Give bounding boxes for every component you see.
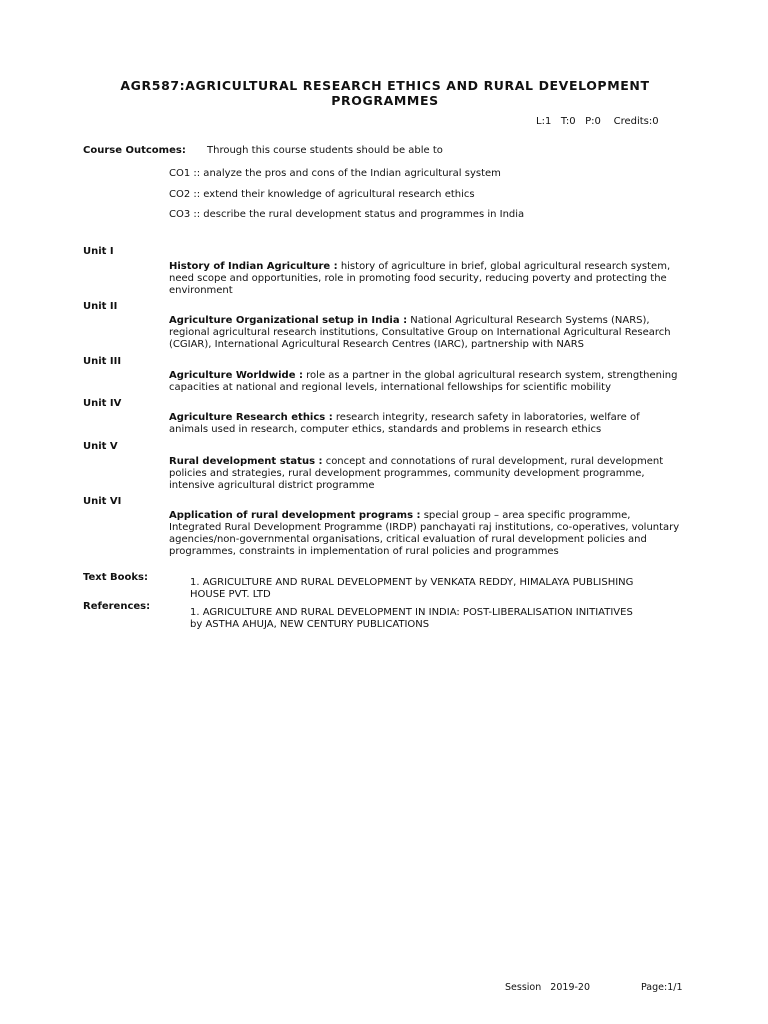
title-line-2: PROGRAMMES [331, 93, 439, 108]
unit-text: history of agriculture in brief, global agricultural research system, [337, 261, 671, 272]
unit-text: National Agricultural Research Systems (NARS), [407, 315, 650, 326]
unit-label: Unit I [83, 246, 114, 257]
unit-description [169, 261, 709, 297]
unit-text: programmes, constraints in implementation of rural policies and programmes [169, 546, 559, 557]
credits-info: L:1 T:0 P:0 Credits:0 [536, 116, 659, 127]
session-label: Session 2019-20 [505, 982, 590, 993]
unit-heading: History of Indian Agriculture : [169, 261, 338, 272]
unit-label: Unit II [83, 301, 118, 312]
unit-label: Unit III [83, 356, 122, 367]
unit-heading: Agriculture Organizational setup in India : [169, 315, 408, 326]
unit-text: role as a partner in the global agricultural research system, strengthening [302, 370, 678, 381]
reference-line: by ASTHA AHUJA, NEW CENTURY PUBLICATIONS [190, 619, 430, 630]
unit-description [169, 510, 709, 558]
reference-entry [190, 607, 710, 631]
unit-text: agencies/non-governmental organisations, critical evaluation of rural development policies and [169, 534, 647, 545]
unit-heading: Agriculture Research ethics : [169, 412, 333, 423]
unit-text: environment [169, 285, 233, 296]
text-book-line: HOUSE PVT. LTD [190, 589, 271, 600]
unit-text: capacities at national and regional levels, international fellowships for scientific mobility [169, 382, 611, 393]
page-title [80, 78, 690, 108]
unit-text: research integrity, research safety in laboratories, welfare of [332, 412, 640, 423]
unit-text: intensive agricultural district programme [169, 480, 375, 491]
reference-line: 1. AGRICULTURE AND RURAL DEVELOPMENT IN INDIA: POST-LIBERALISATION INITIATIVES [190, 607, 633, 618]
text-book-line: 1. AGRICULTURE AND RURAL DEVELOPMENT by VENKATA REDDY, HIMALAYA PUBLISHING [190, 577, 634, 588]
unit-heading: Rural development status : [169, 456, 323, 467]
unit-description [169, 412, 709, 436]
unit-description [169, 315, 709, 351]
unit-text: animals used in research, computer ethics, standards and problems in research ethics [169, 424, 602, 435]
page-number: Page:1/1 [641, 982, 683, 993]
unit-text: special group – area specific programme, [420, 510, 631, 521]
unit-text: Integrated Rural Development Programme (IRDP) panchayati raj institutions, co-operatives, voluntary [169, 522, 680, 533]
unit-description [169, 456, 709, 492]
unit-description [169, 370, 709, 394]
unit-heading: Agriculture Worldwide : [169, 370, 303, 381]
course-outcome-item: CO2 :: extend their knowledge of agricultural research ethics [169, 189, 475, 200]
course-outcome-item: CO1 :: analyze the pros and cons of the Indian agricultural system [169, 168, 501, 179]
unit-text: regional agricultural research institutions, Consultative Group on International Agricultural Research [169, 327, 671, 338]
unit-text: need scope and opportunities, role in promoting food security, reducing poverty and protecting the [169, 273, 667, 284]
text-book-entry [190, 577, 710, 601]
unit-heading: Application of rural development programs : [169, 510, 421, 521]
course-outcome-item: CO3 :: describe the rural development status and programmes in India [169, 209, 525, 220]
unit-text: concept and connotations of rural development, rural development [322, 456, 664, 467]
text-books-label: Text Books: [83, 572, 148, 583]
course-outcomes-label: Course Outcomes: [83, 145, 186, 156]
unit-label: Unit V [83, 441, 118, 452]
unit-label: Unit IV [83, 398, 122, 409]
unit-text: policies and strategies, rural development programmes, community development programme, [169, 468, 645, 479]
references-label: References: [83, 601, 151, 612]
title-line-1: AGR587:AGRICULTURAL RESEARCH ETHICS AND RURAL DEVELOPMENT [120, 78, 650, 93]
course-outcomes-intro: Through this course students should be able to [207, 145, 443, 156]
unit-label: Unit VI [83, 496, 122, 507]
unit-text: (CGIAR), International Agricultural Research Centres (IARC), partnership with NARS [169, 339, 585, 350]
